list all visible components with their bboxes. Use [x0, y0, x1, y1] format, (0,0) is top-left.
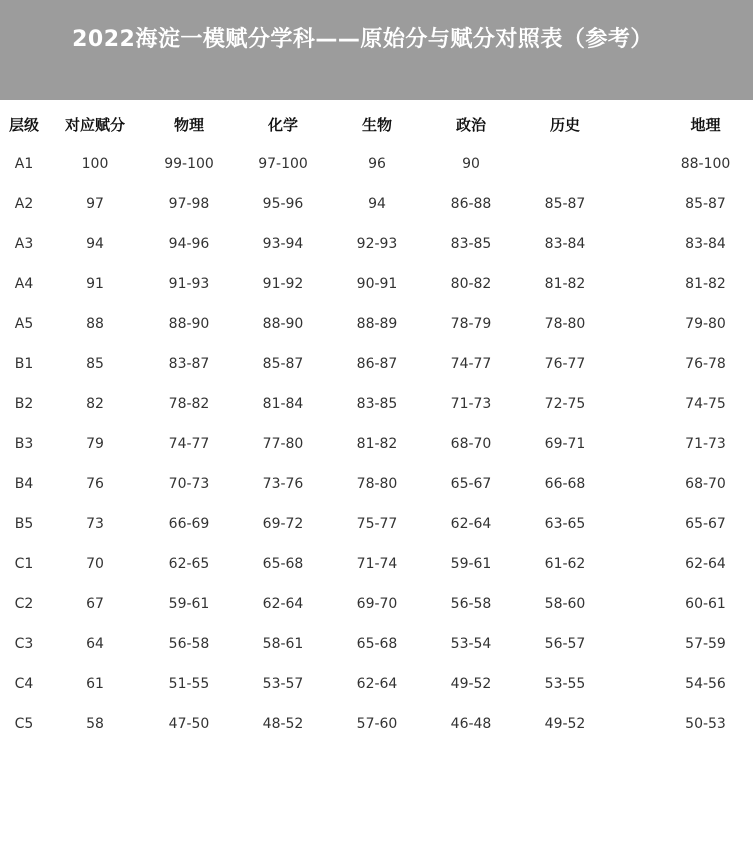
cell-history: 85-87	[544, 196, 586, 212]
cell-scaled-score: 79	[86, 436, 104, 452]
cell-geography: 83-84	[685, 236, 726, 252]
score-conversion-table	[0, 104, 753, 744]
cell-geography: 76-78	[685, 356, 726, 372]
cell-physics: 70-73	[168, 476, 210, 492]
cell-level: A1	[14, 156, 34, 172]
cell-level: C5	[14, 716, 34, 732]
table-row	[0, 144, 753, 184]
cell-scaled-score: 82	[86, 396, 104, 412]
cell-politics: 90	[462, 156, 480, 172]
cell-chemistry: 48-52	[262, 716, 304, 732]
table-row	[0, 664, 753, 704]
cell-history: 49-52	[544, 716, 586, 732]
cell-scaled-score: 100	[81, 156, 109, 172]
table-row	[0, 384, 753, 424]
table-row	[0, 504, 753, 544]
table-row	[0, 584, 753, 624]
title-banner	[0, 0, 753, 100]
cell-chemistry: 62-64	[262, 596, 304, 612]
cell-physics: 94-96	[168, 236, 210, 252]
cell-history: 78-80	[544, 316, 586, 332]
cell-physics: 56-58	[168, 636, 210, 652]
cell-politics: 65-67	[450, 476, 492, 492]
cell-physics: 74-77	[168, 436, 210, 452]
cell-history: 76-77	[544, 356, 586, 372]
cell-biology: 78-80	[356, 476, 398, 492]
cell-level: B3	[14, 436, 34, 452]
table-row	[0, 624, 753, 664]
column-header-history: 历史	[549, 115, 580, 134]
cell-politics: 71-73	[450, 396, 492, 412]
cell-politics: 68-70	[450, 436, 492, 452]
cell-chemistry: 88-90	[262, 316, 304, 332]
cell-scaled-score: 76	[86, 476, 104, 492]
cell-physics: 51-55	[168, 676, 210, 692]
cell-geography: 71-73	[685, 436, 726, 452]
cell-history	[518, 144, 612, 184]
cell-chemistry: 65-68	[262, 556, 304, 572]
cell-scaled-score: 94	[86, 236, 104, 252]
cell-level: B1	[14, 356, 34, 372]
cell-level: C1	[14, 556, 34, 572]
cell-history: 81-82	[544, 276, 586, 292]
table-row	[0, 464, 753, 504]
cell-level: C4	[14, 676, 34, 692]
cell-geography: 79-80	[685, 316, 726, 332]
table-row	[0, 304, 753, 344]
cell-level: B5	[14, 516, 34, 532]
cell-chemistry: 97-100	[258, 156, 308, 172]
cell-chemistry: 69-72	[262, 516, 304, 532]
cell-biology: 90-91	[356, 276, 398, 292]
cell-physics: 83-87	[168, 356, 210, 372]
column-header-biology: 生物	[361, 115, 392, 134]
cell-history: 56-57	[544, 636, 586, 652]
cell-history: 61-62	[544, 556, 586, 572]
cell-scaled-score: 91	[86, 276, 104, 292]
page-title: 2022海淀一模赋分学科——原始分与赋分对照表（参考）	[72, 27, 653, 52]
cell-chemistry: 91-92	[262, 276, 304, 292]
cell-geography: 50-53	[685, 716, 726, 732]
cell-scaled-score: 88	[86, 316, 104, 332]
cell-geography: 62-64	[685, 556, 726, 572]
cell-geography: 65-67	[685, 516, 726, 532]
cell-politics: 59-61	[450, 556, 492, 572]
cell-politics: 86-88	[450, 196, 492, 212]
cell-politics: 49-52	[450, 676, 492, 692]
table-body	[0, 144, 753, 744]
cell-level: B2	[14, 396, 34, 412]
cell-geography: 88-100	[680, 156, 731, 172]
cell-history: 69-71	[544, 436, 586, 452]
cell-chemistry: 81-84	[262, 396, 304, 412]
cell-scaled-score: 73	[86, 516, 104, 532]
cell-politics: 78-79	[450, 316, 492, 332]
table-row	[0, 424, 753, 464]
cell-politics: 74-77	[450, 356, 492, 372]
table-header-row	[0, 104, 753, 144]
cell-biology: 65-68	[356, 636, 398, 652]
cell-physics: 91-93	[168, 276, 210, 292]
cell-physics: 59-61	[168, 596, 210, 612]
cell-chemistry: 95-96	[262, 196, 304, 212]
column-header-chemistry: 化学	[267, 115, 298, 134]
cell-politics: 62-64	[450, 516, 492, 532]
cell-chemistry: 85-87	[262, 356, 304, 372]
column-header-politics: 政治	[455, 115, 486, 134]
cell-physics: 78-82	[168, 396, 210, 412]
cell-scaled-score: 70	[86, 556, 104, 572]
cell-level: C2	[14, 596, 34, 612]
cell-biology: 71-74	[356, 556, 398, 572]
cell-physics: 62-65	[168, 556, 210, 572]
cell-physics: 88-90	[168, 316, 210, 332]
cell-biology: 88-89	[356, 316, 398, 332]
cell-geography: 54-56	[685, 676, 726, 692]
cell-biology: 83-85	[356, 396, 398, 412]
cell-level: B4	[14, 476, 34, 492]
cell-geography: 68-70	[685, 476, 726, 492]
cell-geography: 60-61	[685, 596, 726, 612]
table-row	[0, 544, 753, 584]
cell-level: A2	[14, 196, 34, 212]
cell-chemistry: 53-57	[262, 676, 304, 692]
cell-biology: 57-60	[356, 716, 398, 732]
cell-physics: 97-98	[168, 196, 210, 212]
cell-history: 72-75	[544, 396, 586, 412]
cell-scaled-score: 61	[86, 676, 104, 692]
cell-physics: 47-50	[168, 716, 210, 732]
cell-scaled-score: 85	[86, 356, 104, 372]
cell-history: 53-55	[544, 676, 586, 692]
cell-history: 58-60	[544, 596, 586, 612]
cell-chemistry: 73-76	[262, 476, 304, 492]
cell-geography: 81-82	[685, 276, 726, 292]
column-header-scaled-score: 对应赋分	[64, 115, 125, 134]
cell-politics: 46-48	[450, 716, 492, 732]
cell-level: A5	[14, 316, 34, 332]
cell-politics: 80-82	[450, 276, 492, 292]
cell-level: A4	[14, 276, 34, 292]
cell-chemistry: 58-61	[262, 636, 304, 652]
cell-biology: 86-87	[356, 356, 398, 372]
table-row	[0, 224, 753, 264]
table-row	[0, 344, 753, 384]
cell-history: 66-68	[544, 476, 586, 492]
table-row	[0, 704, 753, 744]
cell-level: A3	[14, 236, 34, 252]
cell-chemistry: 93-94	[262, 236, 304, 252]
cell-history: 63-65	[544, 516, 586, 532]
cell-politics: 83-85	[450, 236, 492, 252]
cell-geography: 85-87	[685, 196, 726, 212]
cell-scaled-score: 97	[86, 196, 104, 212]
cell-biology: 75-77	[356, 516, 398, 532]
table-row	[0, 184, 753, 224]
cell-politics: 56-58	[450, 596, 492, 612]
cell-biology: 94	[368, 196, 386, 212]
cell-biology: 96	[368, 156, 386, 172]
cell-physics: 99-100	[164, 156, 214, 172]
cell-physics: 66-69	[168, 516, 210, 532]
cell-scaled-score: 64	[86, 636, 104, 652]
column-header-level: 层级	[8, 115, 39, 134]
column-header-geography: 地理	[690, 115, 721, 134]
cell-history: 83-84	[544, 236, 586, 252]
cell-level: C3	[14, 636, 34, 652]
cell-chemistry: 77-80	[262, 436, 304, 452]
cell-scaled-score: 58	[86, 716, 104, 732]
column-header-physics: 物理	[173, 115, 204, 134]
cell-biology: 92-93	[356, 236, 398, 252]
table-row	[0, 264, 753, 304]
cell-biology: 69-70	[356, 596, 398, 612]
cell-biology: 81-82	[356, 436, 398, 452]
cell-scaled-score: 67	[86, 596, 104, 612]
cell-geography: 74-75	[685, 396, 726, 412]
cell-geography: 57-59	[685, 636, 726, 652]
cell-biology: 62-64	[356, 676, 398, 692]
cell-politics: 53-54	[450, 636, 492, 652]
